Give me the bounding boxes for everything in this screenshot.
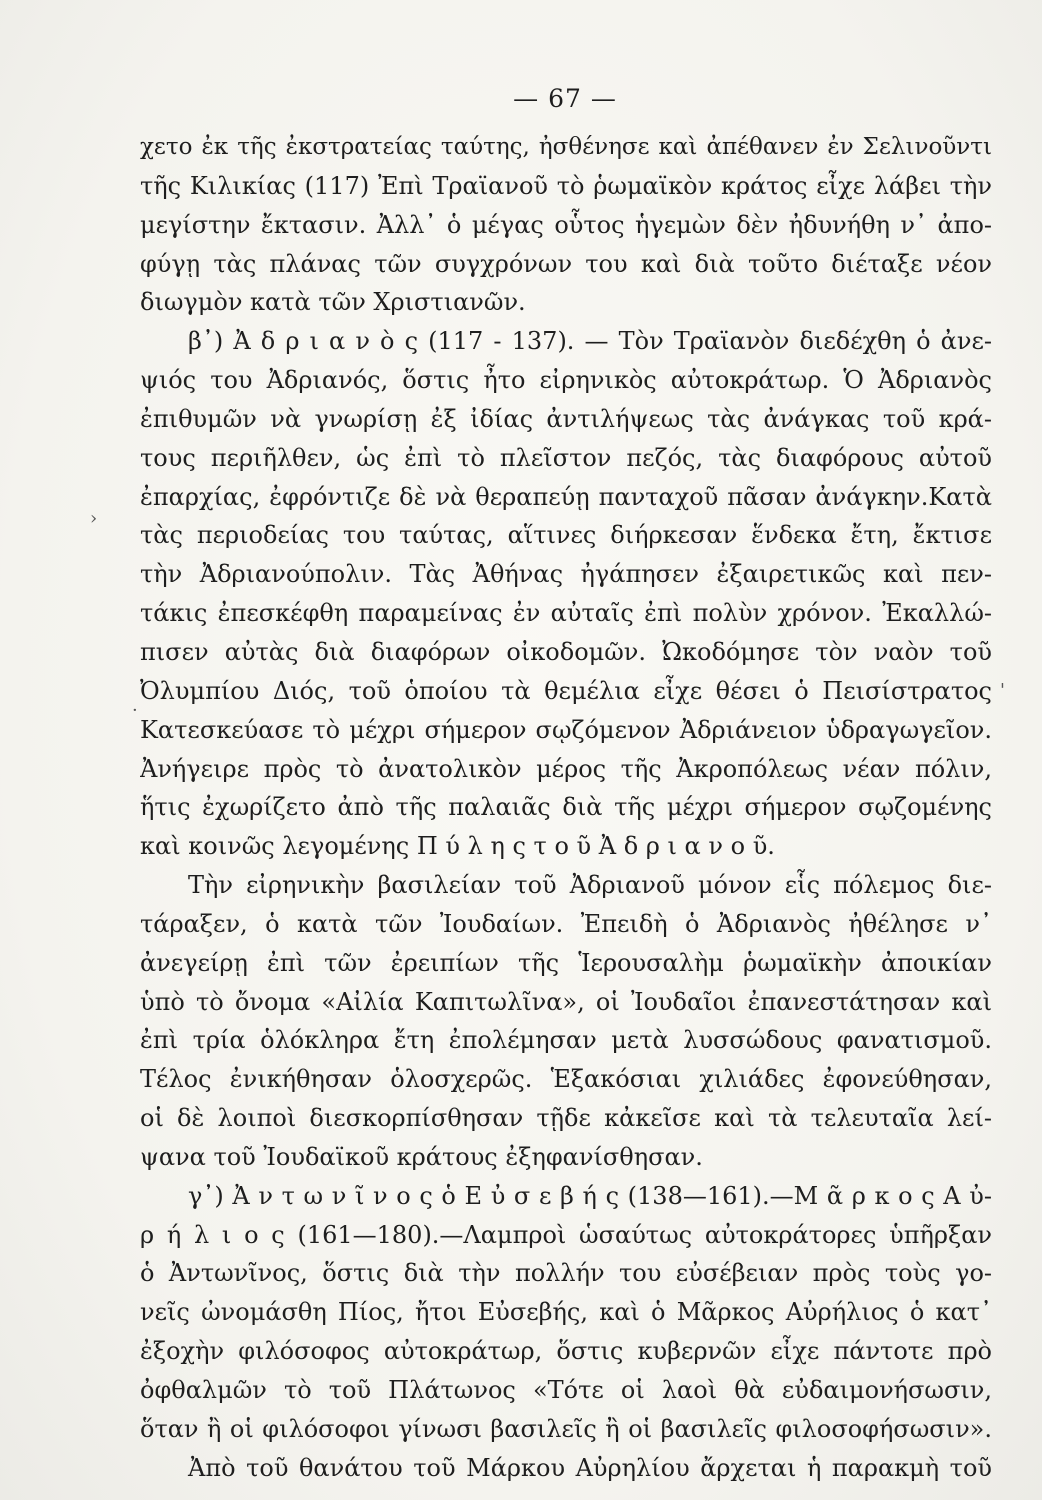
text-line: τὴν Ἀδριανούπολιν. Τὰς Ἀθήνας ἠγάπησεν ἐξαιρετικῶς καὶ πεν- [140, 560, 992, 589]
text-line: τους περιῆλθεν, ὡς ἐπὶ τὸ πλεῖστον πεζός, τὰς διαφόρους αὐτοῦ [140, 443, 992, 472]
text-line: ὑπὸ τὸ ὄνομα «Αἰλία Καπιτωλῖνα», οἱ Ἰουδαῖοι ἐπανεστάτησαν καὶ [140, 987, 992, 1016]
text-line: μεγίστην ἔκτασιν. Ἀλλ᾽ ὁ μέγας οὗτος ἡγεμὼν δὲν ἠδυνήθη ν᾽ ἀπο- [140, 210, 992, 239]
text-line: ἀνεγείρῃ ἐπὶ τῶν ἐρειπίων τῆς Ἱερουσαλὴμ ῥωμαϊκὴν ἀποικίαν [140, 948, 992, 977]
text-line: διωγμὸν κατὰ τῶν Χριστιανῶν. [140, 288, 526, 317]
text-line: ἐπαρχίας, ἐφρόντιζε δὲ νὰ θεραπεύῃ πανταχοῦ πᾶσαν ἀνάγκην.Κατὰ [140, 482, 992, 511]
text-line: ὀφθαλμῶν τὸ τοῦ Πλάτωνος «Τότε οἱ λαοὶ θὰ εὐδαιμονήσωσιν, [140, 1376, 992, 1404]
text-line: ψανα τοῦ Ἰουδαϊκοῦ κράτους ἐξηφανίσθησαν. [140, 1142, 703, 1171]
text-line: φύγῃ τὰς πλάνας τῶν συγχρόνων του καὶ διὰ τοῦτο διέταξε νέον [140, 249, 992, 278]
text-line: ἐξοχὴν φιλόσοφος αὐτοκράτωρ, ὅστις κυβερνῶν εἶχε πάντοτε πρὸ [140, 1337, 992, 1366]
text-line: ὅταν ἢ οἱ φιλόσοφοι γίνωσι βασιλεῖς ἢ οἱ βασιλεῖς φιλοσοφήσωσιν». [140, 1414, 992, 1443]
text-line: τάκις ἐπεσκέφθη παραμείνας ἐν αὐταῖς ἐπὶ πολὺν χρόνον. Ἐκαλλώ- [140, 599, 992, 628]
text-line: Κατεσκεύασε τὸ μέχρι σήμερον σῳζόμενον Ἀδριάνειον ὑδραγωγεῖον. [140, 715, 992, 744]
text-line: Τέλος ἐνικήθησαν ὁλοσχερῶς. Ἑξακόσιαι χιλιάδες ἐφονεύθησαν, [140, 1065, 992, 1094]
text-line: Ἀνήγειρε πρὸς τὸ ἀνατολικὸν μέρος τῆς Ἀκροπόλεως νέαν πόλιν, [140, 754, 992, 783]
text-line: Ὀλυμπίου Διός, τοῦ ὁποίου τὰ θεμέλια εἶχε θέσει ὁ Πεισίστρατος [140, 676, 992, 705]
text-line: τάραξεν, ὁ κατὰ τῶν Ἰουδαίων. Ἐπειδὴ ὁ Ἀδριανὸς ἠθέλησε ν᾽ [140, 909, 992, 938]
text-line: πισεν αὐτὰς διὰ διαφόρων οἰκοδομῶν. Ὠκοδόμησε τὸν ναὸν τοῦ [140, 637, 992, 666]
margin-speck: · [132, 700, 138, 721]
paragraph-start-line: Τὴν εἰρηνικὴν βασιλείαν τοῦ Ἀδριανοῦ μόνον εἷς πόλεμος διε- [188, 871, 992, 900]
text-line: ψιός του Ἀδριανός, ὅστις ἦτο εἰρηνικὸς αὐτοκράτωρ. Ὁ Ἀδριανὸς [140, 366, 992, 395]
text-line: ἐπὶ τρία ὁλόκληρα ἔτη ἐπολέμησαν μετὰ λυσσώδους φανατισμοῦ. [140, 1026, 992, 1055]
text-line: ἐπιθυμῶν νὰ γνωρίσῃ ἐξ ἰδίας ἀντιλήψεως τὰς ἀνάγκας τοῦ κρά- [140, 404, 992, 433]
margin-speck: ' [1000, 680, 1005, 701]
margin-speck: › [90, 508, 98, 529]
section-heading-line: γ᾽) Ἀ ν τ ω ν ῖ ν ο ς ὁ Ε ὐ σ ε β ή ς (138—161).—Μ ᾶ ρ κ ο ς Α ὐ- [188, 1181, 992, 1210]
text-line: ὁ Ἀντωνῖνος, ὅστις διὰ τὴν πολλήν του εὐσέβειαν πρὸς τοὺς γο- [140, 1259, 992, 1288]
body-text [140, 128, 992, 1488]
page-number: — 67 — [513, 84, 617, 113]
text-line: ἥτις ἐχωρίζετο ἀπὸ τῆς παλαιᾶς διὰ τῆς μέχρι σήμερον σῳζομένης [140, 793, 992, 822]
text-line: χετο ἐκ τῆς ἐκστρατείας ταύτης, ἠσθένησε καὶ ἀπέθανεν ἐν Σελινοῦντι [140, 134, 992, 160]
text-line: τῆς Κιλικίας (117) Ἐπὶ Τραϊανοῦ τὸ ῥωμαϊκὸν κράτος εἶχε λάβει τὴν [140, 171, 992, 200]
text-line: οἱ δὲ λοιποὶ διεσκορπίσθησαν τῇδε κἀκεῖσε καὶ τὰ τελευταῖα λεί- [140, 1104, 992, 1133]
text-line: τὰς περιοδείας του ταύτας, αἵτινες διήρκεσαν ἕνδεκα ἔτη, ἔκτισε [140, 521, 992, 550]
paragraph-start-line: Ἀπὸ τοῦ θανάτου τοῦ Μάρκου Αὐρηλίου ἄρχεται ἡ παρακμὴ τοῦ [188, 1453, 992, 1482]
section-heading-line: β᾽) Ἀ δ ρ ι α ν ὸ ς (117 - 137). — Τὸν Τραϊανὸν διεδέχθη ὁ ἀνε- [188, 327, 992, 356]
text-line: νεῖς ὠνομάσθη Πίος, ἤτοι Εὐσεβής, καὶ ὁ Μᾶρκος Αὐρήλιος ὁ κατ᾽ [140, 1298, 992, 1327]
text-line: καὶ κοινῶς λεγομένης Π ύ λ η ς τ ο ῦ Ἀ δ ρ ι α ν ο ῦ. [140, 832, 775, 861]
text-line: ρ ή λ ι ο ς (161—180).—Λαμπροὶ ὡσαύτως αὐτοκράτορες ὑπῆρξαν [140, 1220, 992, 1249]
